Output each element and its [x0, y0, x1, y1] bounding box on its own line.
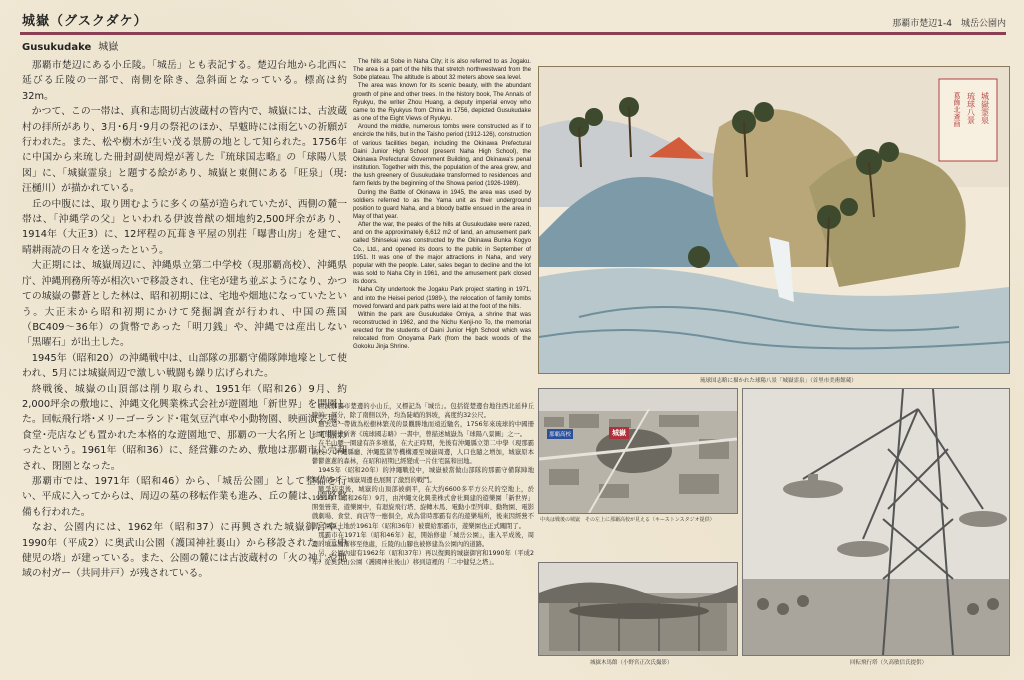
- svg-text:城嶽霊泉: 城嶽霊泉: [980, 92, 990, 124]
- ukiyoe-painting: [538, 66, 1010, 374]
- aerial-photo: [538, 388, 738, 514]
- zh-paragraph: 另，公園內建有1962年（昭和37年）再以復興的城嶽御宮和1990年（平成2年）從奧武山公園（護國神社後山）移到這裡的「二中健兒之塔」。: [312, 550, 534, 567]
- painting-caption: 琉球国志略に描かれた球陽八景「城嶽霊泉」（首里市美術館蔵）: [700, 378, 857, 384]
- ja-paragraph: 大正期には、城嶽周辺に、沖縄県立第二中学校（現那覇高校）、沖縄県庁、沖縄刑務所等が相次いで移設され、住宅が建ち並ぶようになり、かつての城嶽の鬱蒼とした林は、昭和初期には、宅地や畑地になっていたという。大正末から昭和初期にかけて発掘調査が行われ、中国の燕国（BC409〜36年）の貨幣であった「明刀銭」や、沖縄では産出しない「黒曜石」が出土した。: [22, 260, 347, 349]
- zh-paragraph: 那霸市在1971年（昭和46年）起，開始修建「城岳公園」，進入平成後，周邊的墳墓漸漸移至他處，丘陵的山腳也被修建為公園內的道路。: [312, 531, 534, 549]
- subtitle-en: Gusukudake: [22, 42, 92, 53]
- ja-paragraph: 1945年（昭和20）の沖縄戦中は、山部隊の那覇守備隊陣地壕として使われ、5月には城嶽周辺で激しい戦闘も繰り広げられた。: [22, 352, 347, 380]
- aerial-photo-illustration: [539, 389, 737, 513]
- painting-illustration: [539, 67, 1009, 373]
- flying-tower-illustration: [743, 389, 1009, 655]
- page-title: 城嶽（グスクダケ）: [22, 14, 148, 29]
- ja-paragraph: かつて、この一帯は、真和志間切古波蔵村の管内で、城嶽には、古波蔵村の拝所があり、3月･6月･9月の祭祀のほか、旱魃時には雨乞いの祈願が行われた。また、松や樹木が生い茂る景勝の地として知られた。1756年に中国から来琉した冊封副使周煌が著した『琉球国志略』の「球陽八景図」に、「城嶽霊泉」と題する絵があり、城嶽と東側にある「旺泉」（現:汪樋川）が描かれている。: [22, 106, 347, 195]
- merry-go-round-caption: 城嶽木馬館（小野宮正次氏撮影）: [590, 660, 673, 666]
- aerial-caption: 中央は戦後の城嶽 その左上に那覇高校が見える（キーストンスタジオ提供）: [540, 517, 715, 523]
- zh-paragraph: 位於那覇市楚邊的小山丘，又標記為「城岳」。包括從楚邊台地往西北延伸丘陵的一部分，除了南側以外，均為陡峭的斜坡，高度約32公尺。: [312, 403, 534, 420]
- en-paragraph: The hills at Sobe in Naha City; it is also referred to as Jogaku. The area is a part of the hills that stretch northwestward from the Sobe plateau. The altitude is about 32 meters above sea level.: [353, 58, 531, 82]
- ja-paragraph: 終戦後、城嶽の山頂部は削り取られ、1951年（昭和26）9月、約2,000坪余の敷地に、沖縄文化興業株式会社が遊園地「新世界」を開園した。回転飛行塔･メリーゴーランド･電気豆汽車や小動物園、映画演芸場、食堂･売店なども置かれた本格的な遊園地で、那覇の一大名所として賑わったという。1961年（昭和36）に、経営難のため、敷地は那覇市に売却され、閉園となった。: [22, 383, 347, 472]
- location-label: 那覇市楚辺1-4 城岳公園内: [892, 19, 1006, 29]
- subtitle: [22, 38, 118, 53]
- en-paragraph: During the Battle of Okinawa in 1945, the area was used by soldiers referred to as the Yama unit as their underground position to guard Naha, and a bloody battle ensued in the area in May of that year.: [353, 188, 531, 220]
- zh-paragraph: 過去這一帶做為松樹林繁茂的景觀勝地而遠近馳名，1756年來琉球的中國冊封副使周煌所著《琉球國志略》一書中，曾描述城嶽為「球陽八景圖」之一。: [312, 421, 534, 438]
- merry-go-round-illustration: [539, 563, 737, 655]
- merry-go-round-photo: [538, 562, 738, 656]
- zh-paragraph: 在半山腰一圈建有許多墳墓，在大正時期，先後有沖繩縣立第二中學（現那霸高校）、沖繩縣廳、沖繩監獄等機構遷至城嶽周邊，人口也隨之增加，城嶽原本鬱鬱蔥蔥的森林，在昭和初期已經變成一片住宅區和田地。: [312, 439, 534, 466]
- svg-text:琉球八景: 琉球八景: [966, 92, 976, 124]
- chinese-text-column: [312, 402, 534, 568]
- svg-text:葛飾北斎画: 葛飾北斎画: [953, 92, 961, 127]
- en-paragraph: Within the park are Gusukudake Omiya, a shrine that was reconstructed in 1962, and the Nichu Kenji-no To, the memorial erected for the students of Daini Junior High School which was relocated from Onoyama Park (from the back woods of the Gokoku Jinja Shrine.: [353, 310, 531, 351]
- en-paragraph: Around the middle, numerous tombs were constructed as if to encircle the hills, but in the Taisho period (1912-126), construction of various facilities began, including the Okinawa Prefectural Daini Junior High School (present Naha High School), the Okinawa Prefectural Government Building, and Okinawa's penal institution. Together with this, the population of the area grew, and the lush greenery of Gusukudake transformed to residences and farm fields by the beginning of the Showa period (1926-1989).: [353, 123, 531, 188]
- ja-paragraph: 那覇市楚辺にある小丘陵。「城岳」とも表記する。楚辺台地から北西に延びる丘陵の一部で、南側を除き、急斜面となっている。標高は約32m。: [22, 60, 347, 102]
- en-paragraph: After the war, the peaks of the hills at Gusukudake were razed, and on the approximately 6,612 m2 of land, an amusement park called Shinsekai was constructed by the Okinawa Bunka Kogyo Co., Ltd., and opened its doors to the public in September of 1951. It was one of the major attractions in Naha, and very popular with the people. Later, sales began to decline and the lot was sold to Naha City in 1961, and the amusement park closed its doors.: [353, 221, 531, 286]
- en-paragraph: The area was known for its scenic beauty, with the abundant growth of pine and other trees. In the history book, The Annals of Ryukyu, the writer Zhou Huang, a deputy imperial envoy who came to the Ryukyus from China in 1756, depicted Gusukudake as one of the Eight Views of Ryukyu.: [353, 82, 531, 123]
- en-paragraph: Naha City undertook the Jogaku Park project starting in 1971, and into the Heisei period (1989-), the relocation of family tombs moved forward and park paths were laid at the foot of the hills.: [353, 286, 531, 310]
- ja-paragraph: なお、公園内には、1962年（昭和37）に再興された城嶽御宮や、1990年（平成2）に奥武山公園（護国神社裏山）から移設された「二中健児の塔」が建っている。また、公園の麓には古波蔵村の「火の神」や地域の村ガー（共同井戸）が残されている。: [22, 522, 347, 580]
- zh-paragraph: 戰爭結束後，城嶽的山頂部被剷平，在大約6600多平方公尺的空地上，於1951年（昭和26年）9月，由沖繩文化興業株式會社興建的遊樂園「新世界」開張營業，遊樂園中，有迴旋飛行塔、旋轉木馬、電動小型列車、動物園、電影戲劇場、食堂、商店等一應俱全，成為當時那霸有名的遊樂場所，後來因經營不善，園區土地於1961年（昭和36年）被賣給那霸市，遊樂園也正式關閉了。: [312, 485, 534, 530]
- ja-paragraph: 丘の中腹には、取り囲むように多くの墓が造られていたが、西側の麓一帯は、「沖縄学の父」といわれる伊波普猷の畑地約2,500坪余があり、1914年（大正3）に、12坪程の瓦葺き平屋の別荘「曝書山房」を建て、晴耕雨読の日々を送ったという。: [22, 198, 347, 256]
- zh-paragraph: 1945年（昭和20年）的沖繩戰役中，城嶽被當做山部隊的那霸守備隊陣地壕，在5月，城嶽周邊也展開了激烈的戰鬥。: [312, 467, 534, 484]
- aerial-label-school: 那覇高校: [547, 429, 573, 439]
- ja-paragraph: 那覇市では、1971年（昭和46）から、「城岳公園」として整備を行い、平成に入ってからは、周辺の墓の移転作業も進み、丘の麓は、園路整備も行われた。: [22, 475, 347, 518]
- aerial-label-gusukudake: 城嶽: [609, 427, 629, 439]
- flying-tower-caption: 回転飛行塔（久高敏信氏提供）: [850, 660, 928, 666]
- header-divider: [20, 32, 1006, 35]
- flying-tower-photo: [742, 388, 1010, 656]
- subtitle-ja: 城嶽: [98, 42, 119, 53]
- english-text-column: [353, 58, 531, 352]
- japanese-text-column: [22, 58, 347, 582]
